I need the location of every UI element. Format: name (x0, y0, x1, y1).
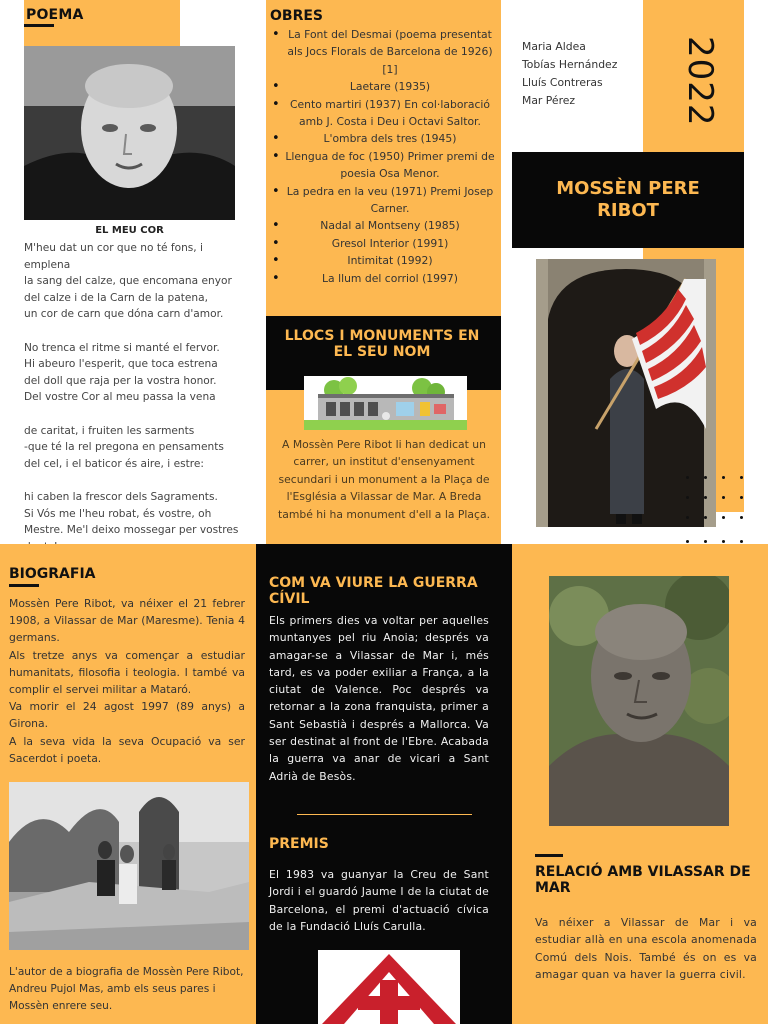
author-name: Mar Pérez (522, 94, 576, 107)
premis-title: PREMIS (269, 836, 329, 852)
poem-stanza: de caritat, i fruiten les sarments -que té la rel pregona en pensaments del cel, i el baticor és aire, i estre: (24, 424, 224, 470)
author-name: Maria Aldea (522, 40, 586, 53)
school-illustration (304, 376, 467, 430)
obres-item: • Intimitat (1992) (272, 252, 498, 269)
biografia-text (9, 595, 245, 767)
poema-underline (24, 24, 54, 27)
obres-item: • Cento martiri (1937) En col·laboració amb J. Costa i Deu i Octavi Saltor. (272, 96, 498, 131)
poem-stanza: hi caben la frescor dels Sagraments. Si Vós me l'heu robat, és vostre, oh Mestre. Me'l deixo mossegar per vostres (24, 490, 239, 537)
obres-item: • Gresol Interior (1991) (272, 235, 498, 252)
poem-subtitle: EL MEU COR (95, 225, 164, 236)
premis-text: El 1983 va guanyar la Creu de Sant Jordi i el guardó Jaume I de la ciutat de Barcelona, el premi d'actuació cívica de la Fundació Lluís Carulla. (269, 868, 489, 933)
biografia-title: BIOGRAFIA (9, 566, 96, 582)
relacio-text: Va néixer a Vilassar de Mar i va estudiar allà en una escola anomenada Comú dels Nois. També és on es va amagar quan va haver la guerra civil. (535, 916, 757, 981)
biografia-paragraph: A la seva vida la seva Ocupació va ser Sacerdot i poeta. (9, 734, 245, 765)
obres-item: • L'ombra dels tres (1945) (272, 130, 498, 147)
guerra-title: COM VA VIURE LA GUERRA CÍVIL (269, 575, 478, 607)
guerra-text: Els primers dies va voltar per aquelles muntanyes pel riu Anoia; després va amagar-se a Vilassar de Mar i, més tard, es va poder exiliar a França, a la ciutat de Valence. Poc després va retornar a la zona franquista, primer a Sant Sebastià i després a Mallorca. Va ser destinat al front de l'Ebre. Acabada la guerra va anar de vicari a Sant Adrià de Besòs. (269, 614, 489, 783)
main-title: MOSSÈN PERE RIBOT (556, 178, 700, 221)
relacio-underline (535, 854, 563, 857)
llocs-text: A Mossèn Pere Ribot li han dedicat un carrer, un institut d'ensenyament secundari i un monument a la Plaça de l'Església a Vilassar de Mar. A Breda també hi ha monument d'ell a la Plaça. (277, 438, 491, 521)
photo-caption: L'autor de a biografia de Mossèn Pere Ribot, Andreu Pujol Mas, amb els seus pares i Mossèn enrere seu. (9, 966, 244, 1012)
biografia-paragraph: Als tretze anys va començar a estudiar humanitats, filosofia i teologia. I també va complir el servei militar a Mataró. (9, 648, 245, 697)
obres-item: • La pedra en la veu (1971) Premi Josep Carner. (272, 183, 498, 218)
poem-stanza: M'heu dat un cor que no té fons, i emplena la sang del calze, que encomana enyor del calze i de la Carn de la patena, un cor de carn que dóna carn d'amor. (24, 242, 232, 321)
obres-item: • Llengua de foc (1950) Primer premi de poesia Osa Menor. (272, 148, 498, 183)
biografia-underline (9, 584, 39, 587)
section-divider (297, 814, 472, 815)
obres-item: • La llum del corriol (1997) (272, 270, 498, 287)
relacio-title: RELACIÓ AMB VILASSAR DE MAR (535, 864, 751, 896)
obres-title: OBRES (270, 8, 323, 24)
bust-photo (549, 576, 729, 826)
obres-item: • Nadal al Montseny (1985) (272, 217, 498, 234)
obres-list (272, 26, 498, 287)
biografia-paragraph: Va morir el 24 agost 1997 (89 anys) a Girona. (9, 700, 245, 731)
poem-stanza: No trenca el ritme si manté el fervor. Hi abeuro l'esperit, que toca estrena del doll que raja per la vostra honor. Del vostre Cor al meu passa la vena (24, 341, 220, 404)
year-label: 2022 (680, 36, 720, 127)
authors-list (522, 38, 617, 110)
biografia-paragraph: Mossèn Pere Ribot, va néixer el 21 febrer 1908, a Vilassar de Mar (Maresme). Tenia 4 germans. (9, 597, 245, 645)
decorative-dots (684, 474, 744, 546)
family-photo (9, 782, 249, 950)
poem-text (24, 240, 249, 572)
poema-title: POEMA (26, 7, 84, 23)
obres-item: • La Font del Desmai (poema presentat als Jocs Florals de Barcelona de 1926)[1] (272, 26, 498, 78)
llocs-title: LLOCS I MONUMENTS EN EL SEU NOM (284, 328, 480, 360)
award-logo (318, 950, 460, 1024)
author-name: Lluís Contreras (522, 76, 603, 89)
obres-item: • Laetare (1935) (272, 78, 498, 95)
author-name: Tobías Hernández (522, 58, 618, 71)
portrait-photo (24, 46, 235, 220)
